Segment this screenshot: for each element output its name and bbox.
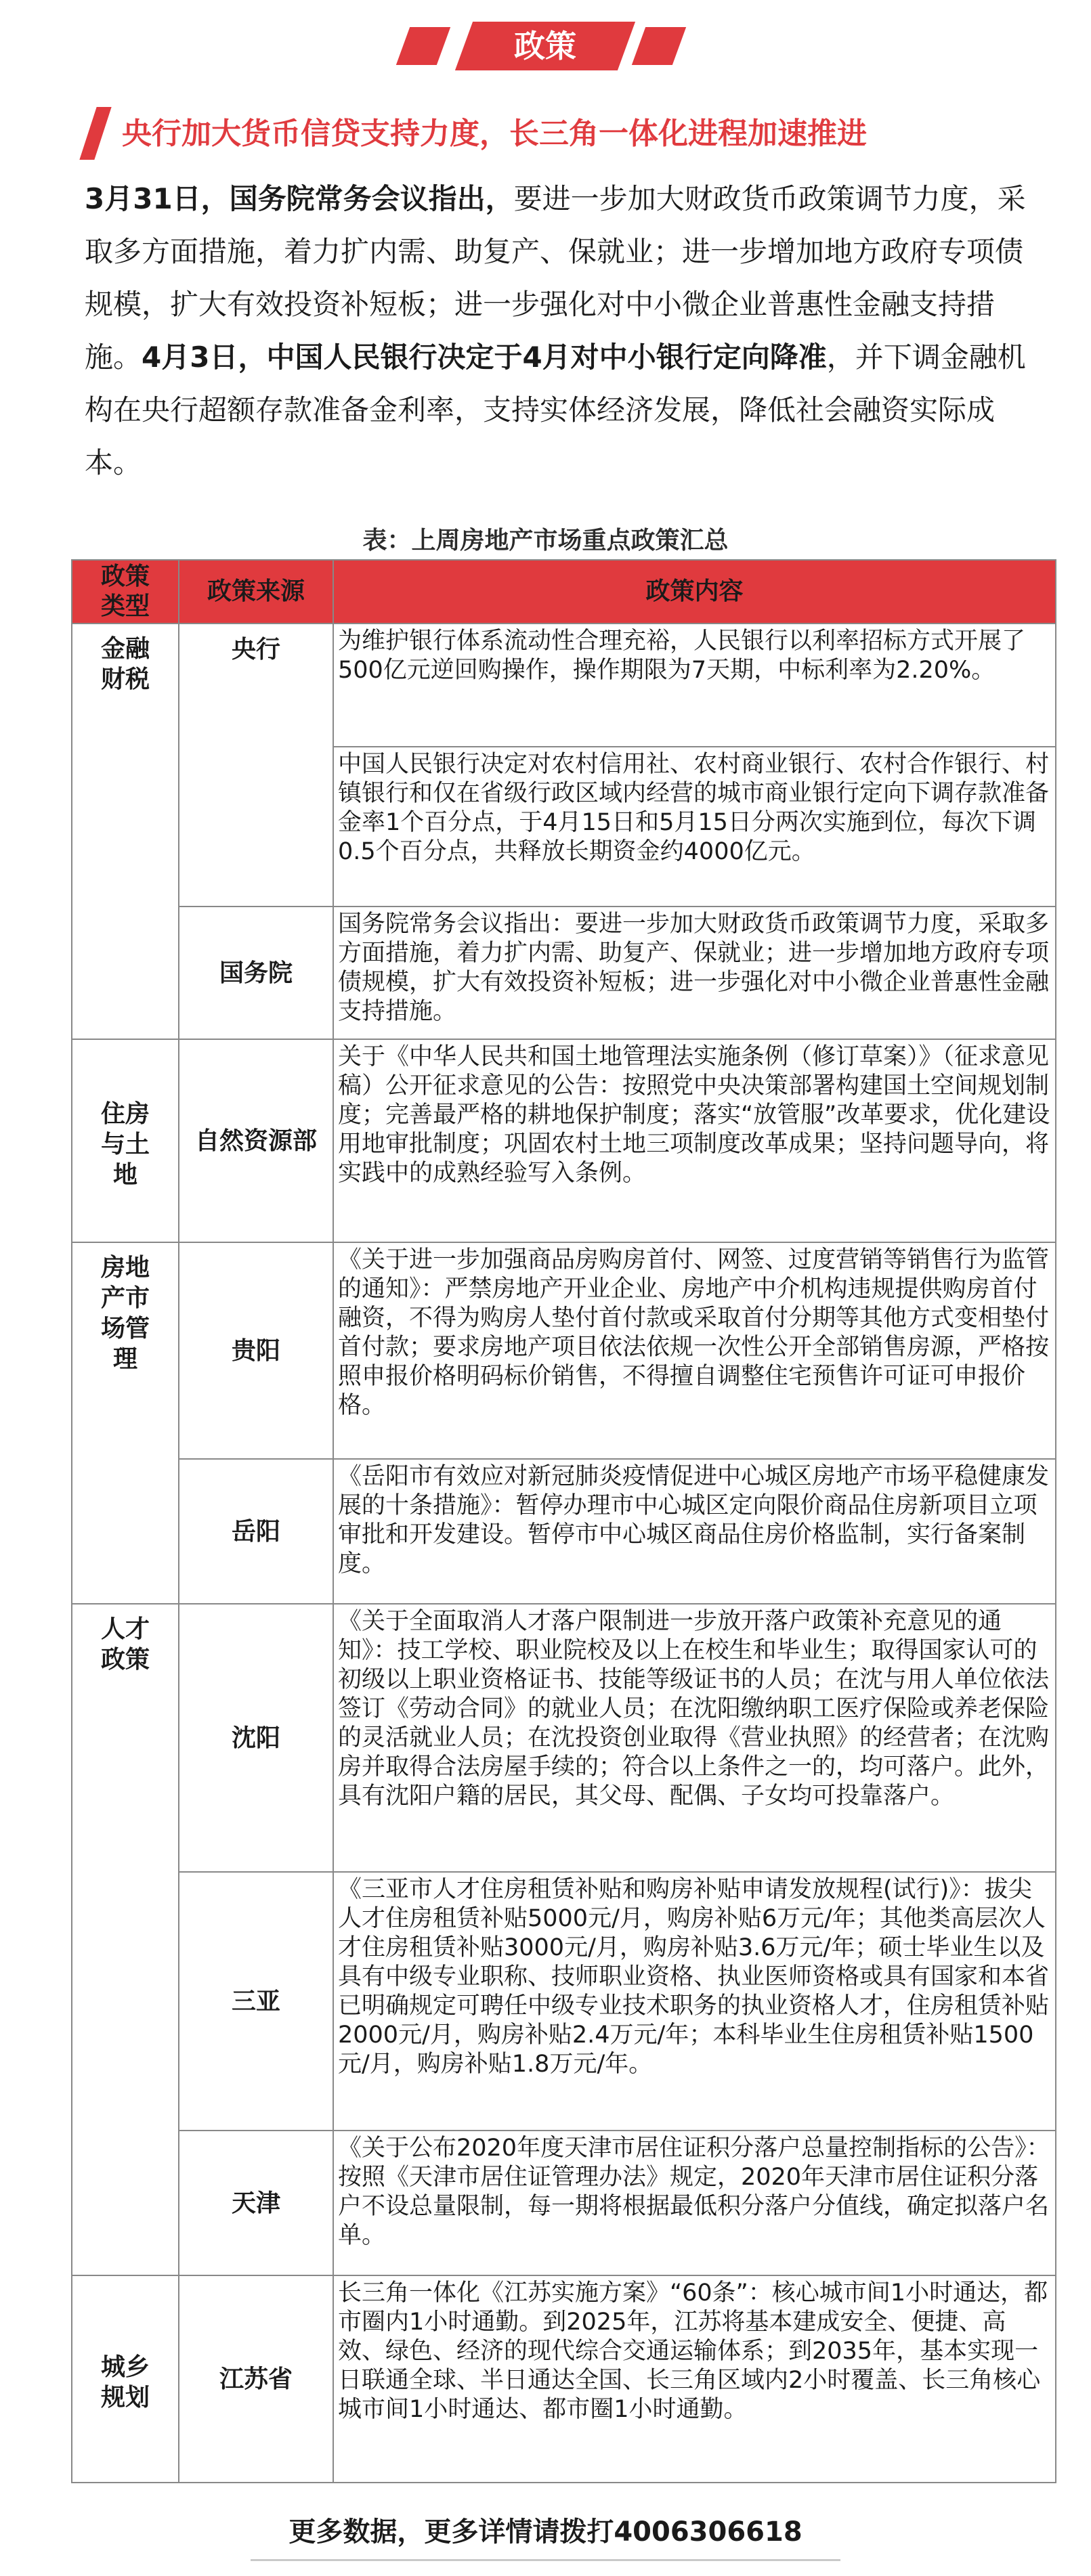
table-row [72,2131,1056,2275]
section-banner [403,12,687,80]
category-market: 房地产市场管理 [72,1242,179,1604]
source-guiyang: 贵阳 [179,1242,333,1459]
section-subtitle: 央行加大货币信贷支持力度，长三角一体化进程加速推进 [122,116,867,151]
policy-content: 中国人民银行决定对农村信用社、农村商业银行、农村合作银行、村镇银行和仅在省级行政区域内经营的城市商业银行定向下调存款准备金率1个百分点，于4月15日和5月15日分两次实施到位，每次下调0.5个百分点，共释放长期资金约4000亿元。 [333,747,1056,907]
intro-date-2: 4月3日，中国人民银行决定于4月对中小银行定向降准 [142,341,827,374]
category-finance: 金融财税 [72,624,179,1039]
intro-text-1: 要进一步加大财政货币政策调节力度，采取多方面措施，着力扩内需、助复产、保就业；进一步增加地方政府专项债规模，扩大有效投资补短板；进一步强化对中小微企业普惠性金融支持措施。 [85,182,1026,374]
source-pboc: 央行 [179,624,333,907]
table-row [72,1604,1056,1872]
source-tianjin: 天津 [179,2131,333,2275]
source-yueyang: 岳阳 [179,1459,333,1604]
banner-stripe-left [396,27,450,65]
policy-content: 关于《中华人民共和国土地管理法实施条例（修订草案）》（征求意见稿）公开征求意见的公告：按照党中央决策部署构建国土空间规划制度；完善最严格的耕地保护制度；落实“放管服”改革要求，优化建设用地审批制度；巩固农村土地三项制度改革成果；坚持问题导向，将实践中的成熟经验写入条例。 [333,1039,1056,1242]
footer-divider [251,2559,840,2561]
policy-content: 《关于公布2020年度天津市居住证积分落户总量控制指标的公告》：按照《天津市居住证管理办法》规定，2020年天津市居住证积分落户不设总量限制，每一期将根据最低积分落户分值线，确定拟落户名单。 [333,2131,1056,2275]
category-talent: 人才政策 [72,1604,179,2275]
table-row [72,1039,1056,1242]
table-row [72,907,1056,1039]
header-source: 政策来源 [179,560,333,624]
source-state-council: 国务院 [179,907,333,1039]
policy-content: 长三角一体化《江苏实施方案》“60条”：核心城市间1小时通达，都市圈内1小时通勤。到2025年，江苏将基本建成安全、便捷、高效、绿色、经济的现代综合交通运输体系；到2035年，基本实现一日联通全球、半日通达全国、长三角区域内2小时覆盖、长三角核心城市间1小时通达、都市圈1小时通勤。 [333,2275,1056,2483]
table-row [72,1872,1056,2131]
header-content: 政策内容 [333,560,1056,624]
policy-content: 《岳阳市有效应对新冠肺炎疫情促进中心城区房地产市场平稳健康发展的十条措施》：暂停办理市中心城区定向限价商品住房新项目立项审批和开发建设。暂停市中心城区商品住房价格监制，实行备案制度。 [333,1459,1056,1604]
table-header-row [72,560,1056,624]
table-row [72,1459,1056,1604]
banner-stripe-right [632,27,686,65]
table-row [72,1242,1056,1459]
policy-content: 为维护银行体系流动性合理充裕，人民银行以利率招标方式开展了500亿元逆回购操作，操作期限为7天期，中标利率为2.20%。 [333,624,1056,747]
table-row [72,2275,1056,2483]
policy-content: 《关于全面取消人才落户限制进一步放开落户政策补充意见的通知》：技工学校、职业院校及以上在校生和毕业生；取得国家认可的初级以上职业资格证书、技能等级证书的人员；在沈与用人单位依法签订《劳动合同》的就业人员；在沈阳缴纳职工医疗保险或养老保险的灵活就业人员；在沈投资创业取得《营业执照》的经营者；在沈购房并取得合法房屋手续的；符合以上条件之一的，均可落户。此外，具有沈阳户籍的居民，其父母、配偶、子女均可投靠落户。 [333,1604,1056,1872]
category-urban: 城乡规划 [72,2275,179,2483]
table-caption: 表：上周房地产市场重点政策汇总 [362,527,729,554]
policy-content: 《关于进一步加强商品房购房首付、网签、过度营销等销售行为监管的通知》：严禁房地产开业企业、房地产中介机构违规提供购房首付融资，不得为购房人垫付首付款或采取首付分期等其他方式变相垫付首付款；要求房地产项目依法依规一次性公开全部销售房源，严格按照申报价格明码标价销售，不得擅自调整住宅预售许可证可申报价格。 [333,1242,1056,1459]
policy-table [71,559,1056,2483]
table-row [72,624,1056,747]
intro-date-1: 3月31日，国务院常务会议指出， [85,182,514,215]
category-land: 住房与土地 [72,1039,179,1242]
policy-content: 国务院常务会议指出：要进一步加大财政货币政策调节力度，采取多方面措施，着力扩内需、助复产、保就业；进一步增加地方政府专项债规模，扩大有效投资补短板；进一步强化对中小微企业普惠性金融支持措施。 [333,907,1056,1039]
banner-title: 政策 [514,28,576,64]
source-shenyang: 沈阳 [179,1604,333,1872]
intro-text-2: ，并下调金融机构在央行超额存款准备金利率，支持实体经济发展，降低社会融资实际成本。 [85,341,1026,479]
source-sanya: 三亚 [179,1872,333,2131]
policy-content: 《三亚市人才住房租赁补贴和购房补贴申请发放规程(试行)》：拔尖人才住房租赁补贴5000元/月，购房补贴6万元/年；其他类高层次人才住房租赁补贴3000元/月，购房补贴3.6万元/年；硕士毕业生以及具有中级专业职称、技师职业资格、执业医师资格或具有国家和本省已明确规定可聘任中级专业技术职务的执业资格人才，住房租赁补贴2000元/月，购房补贴2.4万元/年；本科毕业生住房租赁补贴1500元/月，购房补贴1.8万元/年。 [333,1872,1056,2131]
intro-paragraph [85,173,1033,489]
source-jiangsu: 江苏省 [179,2275,333,2483]
footer-contact: 更多数据，更多详情请拨打4006306618 [288,2516,803,2548]
source-mnr: 自然资源部 [179,1039,333,1242]
subtitle-accent [79,107,111,160]
header-category: 政策类型 [72,560,179,624]
